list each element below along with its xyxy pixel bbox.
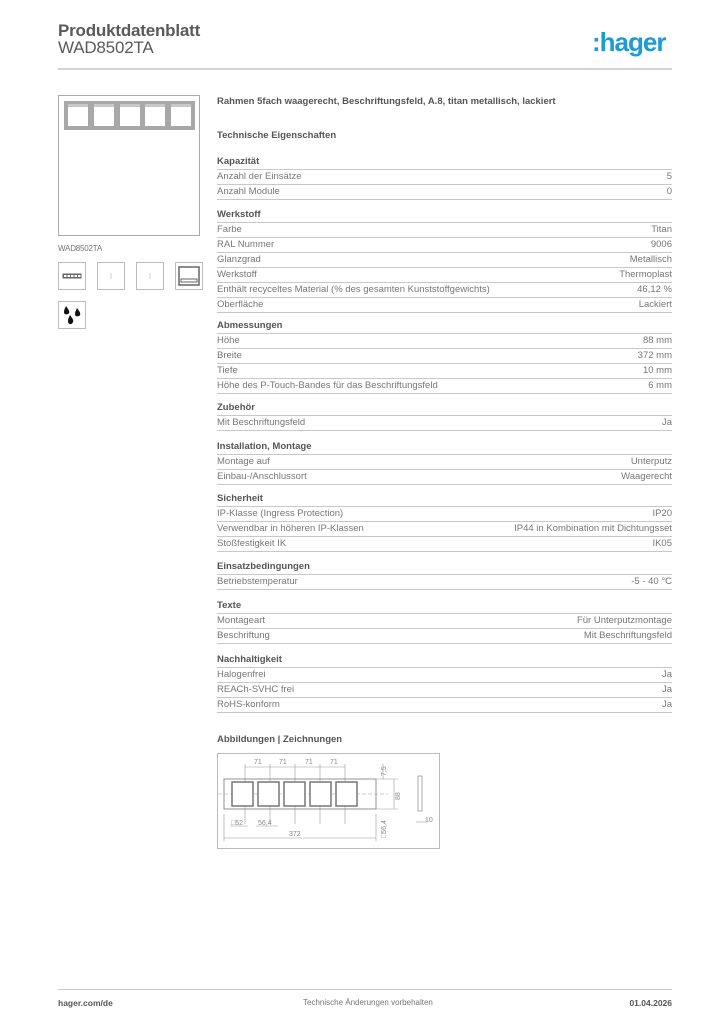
section-sicherheit: Sicherheit IP-Klasse (Ingress Protection) IP20 Verwendbar in höheren IP-Klassen IP44 in Kombination mit Dichtungsset Stoßfestigkeit IK IK05 <box>217 492 672 552</box>
table-row: Beschriftung Mit Beschriftungsfeld <box>217 629 672 644</box>
label-field-icon <box>175 262 203 290</box>
footer-date: 01.04.2026 <box>629 998 672 1008</box>
svg-text:372: 372 <box>289 831 301 838</box>
tech-properties-title: Technische Eigenschaften <box>217 130 337 141</box>
section-abmessungen: Abmessungen Höhe 88 mm Breite 372 mm Tiefe 10 mm Höhe des P-Touch-Bandes für das Beschriftungsfeld 6 mm <box>217 319 672 394</box>
drawings-title: Abbildungen | Zeichnungen <box>217 734 343 745</box>
table-row: Farbe Titan <box>217 223 672 238</box>
table-row: RAL Nummer 9006 <box>217 238 672 253</box>
table-row: Einbau-/Anschlussort Waagerecht <box>217 470 672 485</box>
technical-drawing <box>217 753 440 849</box>
footer-divider <box>58 989 672 990</box>
document-title: Produktdatenblatt <box>58 21 201 40</box>
svg-text:56,4: 56,4 <box>258 820 272 827</box>
svg-text:□52: □52 <box>231 820 244 827</box>
product-image-caption: WAD8502TA <box>58 244 102 253</box>
section-einsatzbedingungen: Einsatzbedingungen Betriebstemperatur -5 - 40 °C <box>217 560 672 590</box>
table-row: Enthält recyceltes Material (% des gesamten Kunststoffgewichts) 46,12 % <box>217 283 672 298</box>
section-texte: Texte Montageart Für Unterputzmontage Beschriftung Mit Beschriftungsfeld <box>217 599 672 644</box>
table-row: Verwendbar in höheren IP-Klassen IP44 in Kombination mit Dichtungsset <box>217 522 672 537</box>
product-image <box>58 95 200 236</box>
table-row: Stoßfestigkeit IK IK05 <box>217 537 672 552</box>
footer-notice: Technische Änderungen vorbehalten <box>303 998 433 1007</box>
svg-text:10: 10 <box>425 817 433 824</box>
table-row: Breite 372 mm <box>217 349 672 364</box>
table-row: REACh-SVHC frei Ja <box>217 683 672 698</box>
frame-5fach-illustration <box>64 101 195 130</box>
table-row: Anzahl der Einsätze 5 <box>217 170 672 185</box>
table-row: Mit Beschriftungsfeld Ja <box>217 416 672 431</box>
hager-logo: :hager <box>592 27 666 57</box>
feature-icons <box>58 262 203 290</box>
table-row: Tiefe 10 mm <box>217 364 672 379</box>
water-drops-icon <box>58 301 86 329</box>
dimension-drawing <box>218 754 439 848</box>
table-row: Glanzgrad Metallisch <box>217 253 672 268</box>
table-row: Höhe des P-Touch-Bandes für das Beschriftungsfeld 6 mm <box>217 379 672 394</box>
header-divider <box>58 68 672 70</box>
frame-5fach-icon <box>58 262 86 290</box>
section-nachhaltigkeit: Nachhaltigkeit Halogenfrei Ja REACh-SVHC frei Ja RoHS-konform Ja <box>217 653 672 713</box>
blank-module-icon <box>97 262 125 290</box>
table-row: RoHS-konform Ja <box>217 698 672 713</box>
section-installation: Installation, Montage Montage auf Unterputz Einbau-/Anschlussort Waagerecht <box>217 440 672 485</box>
table-row: Halogenfrei Ja <box>217 668 672 683</box>
table-row: Oberfläche Lackiert <box>217 298 672 313</box>
table-row: IP-Klasse (Ingress Protection) IP20 <box>217 507 672 522</box>
article-number: WAD8502TA <box>58 38 154 57</box>
svg-text:7,5: 7,5 <box>381 766 388 776</box>
footer-website-link[interactable]: hager.com/de <box>58 998 113 1008</box>
product-description: Rahmen 5fach waagerecht, Beschriftungsfeld, A.8, titan metallisch, lackiert <box>217 96 556 107</box>
table-row: Anzahl Module 0 <box>217 185 672 200</box>
svg-text:71: 71 <box>305 759 313 766</box>
section-zubehoer: Zubehör Mit Beschriftungsfeld Ja <box>217 401 672 431</box>
svg-text:71: 71 <box>330 759 338 766</box>
table-row: Montageart Für Unterputzmontage <box>217 614 672 629</box>
table-row: Höhe 88 mm <box>217 334 672 349</box>
table-row: Werkstoff Thermoplast <box>217 268 672 283</box>
table-row: Betriebstemperatur -5 - 40 °C <box>217 575 672 590</box>
svg-text:88: 88 <box>395 792 402 800</box>
svg-text:71: 71 <box>279 759 287 766</box>
table-row: Montage auf Unterputz <box>217 455 672 470</box>
svg-text:71: 71 <box>254 759 262 766</box>
svg-text:□56,4: □56,4 <box>381 820 388 838</box>
section-werkstoff: Werkstoff Farbe Titan RAL Nummer 9006 Glanzgrad Metallisch Werkstoff Thermoplast Enthält recyceltes Material (% des gesamten Kunststoffgewichts) 46,12 % Oberfläche Lackiert <box>217 208 672 313</box>
blank-module-icon <box>136 262 164 290</box>
section-kapazitaet: Kapazität Anzahl der Einsätze 5 Anzahl Module 0 <box>217 155 672 200</box>
